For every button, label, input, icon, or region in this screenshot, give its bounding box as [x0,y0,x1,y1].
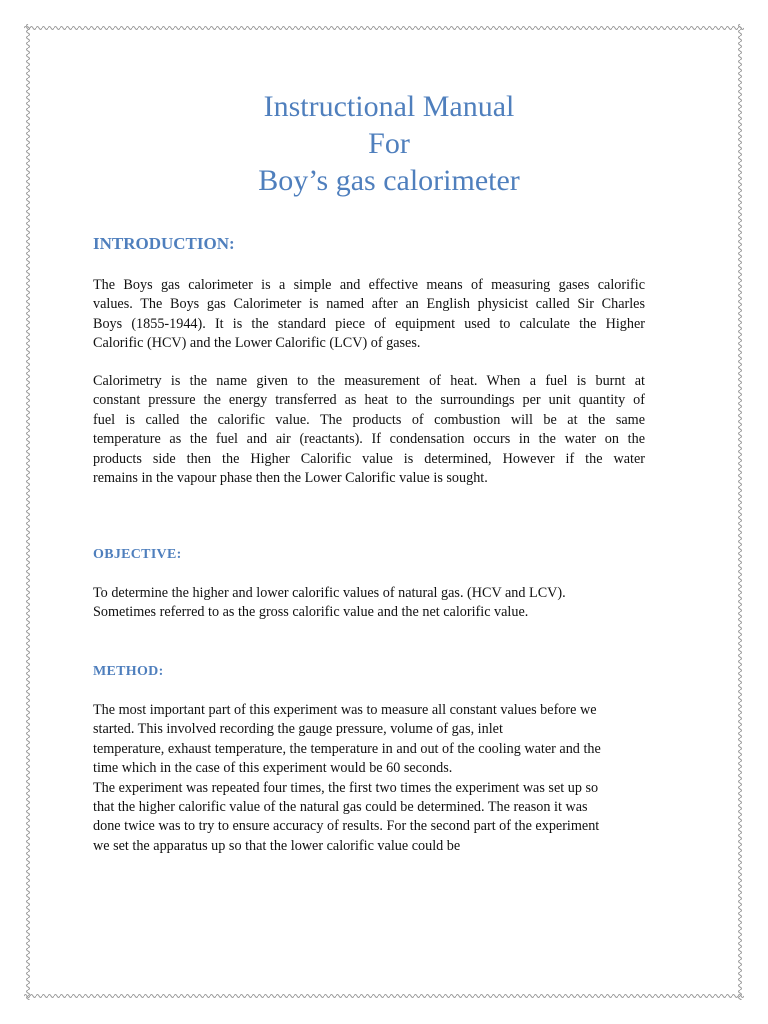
text-line: The most important part of this experiment was to measure all constant values before we [93,702,597,718]
objective-paragraph [93,584,645,623]
introduction-paragraph-2 [93,372,645,488]
introduction-paragraph-1 [93,276,645,354]
introduction-heading: INTRODUCTION: [93,234,235,253]
text-line: To determine the higher and lower calorific values of natural gas. (HCV and LCV). [93,585,566,601]
text-line: constant pressure the energy transferred as heat to the surroundings per unit quantity of [93,392,645,409]
text-line: products side then the Higher Calorific value is determined, However if the water [93,450,645,467]
title-line-1: Instructional Manual [263,90,515,123]
method-paragraph [93,701,645,856]
text-line: done twice was to try to ensure accuracy of results. For the second part of the experiment [93,818,600,835]
title-line-3: Boy’s gas calorimeter [258,164,520,197]
text-line: fuel is called the calorific value. The products of combustion will be at the same [93,411,645,428]
text-line: started. This involved recording the gauge pressure, volume of gas, inlet [93,721,503,738]
text-line: we set the apparatus up so that the lower calorific value could be [93,837,461,854]
text-line: The Boys gas calorimeter is a simple and effective means of measuring gases calorific [93,277,645,293]
text-line: The experiment was repeated four times, the first two times the experiment was set up so [93,779,599,796]
document-title [93,88,685,199]
title-line-2: For [368,127,410,160]
text-line: Boys (1855-1944). It is the standard piece of equipment used to calculate the Higher [93,315,645,332]
text-line: temperature as the fuel and air (reactants). If condensation occurs in the water on the [93,431,645,448]
text-line: time which in the case of this experiment would be 60 seconds. [93,760,453,777]
method-heading: METHOD: [93,664,164,679]
objective-heading: OBJECTIVE: [93,547,182,562]
text-line: values. The Boys gas Calorimeter is named after an English physicist called Sir Charles [93,296,645,313]
text-line: remains in the vapour phase then the Lower Calorific value is sought. [93,469,488,486]
text-line: that the higher calorific value of the natural gas could be determined. The reason it was [93,799,588,816]
text-line: temperature, exhaust temperature, the temperature in and out of the cooling water and the [93,740,601,757]
text-line: Sometimes referred to as the gross calorific value and the net calorific value. [93,604,529,621]
text-line: Calorimetry is the name given to the measurement of heat. When a fuel is burnt at [93,373,645,389]
text-line: Calorific (HCV) and the Lower Calorific (LCV) of gases. [93,335,421,352]
